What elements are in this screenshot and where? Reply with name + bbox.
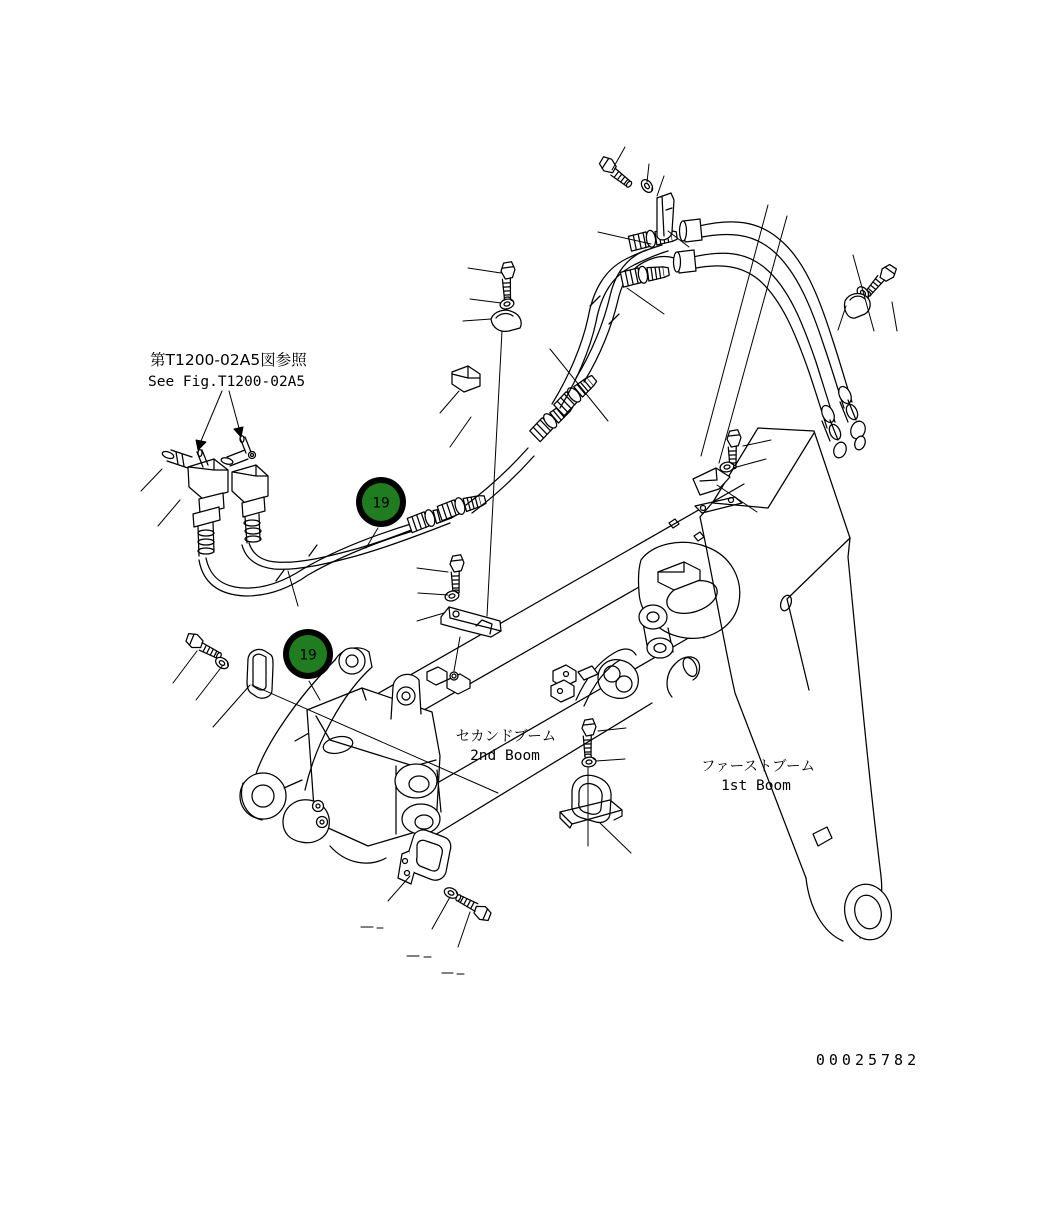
first-boom-label-jp: ファーストブーム	[700, 759, 816, 775]
badge-number: 19	[372, 495, 390, 512]
callout-badge-19-lower[interactable]	[283, 629, 333, 679]
second-boom-label-jp: セカンドブーム	[455, 729, 557, 745]
drawing-number: 00025782	[815, 1051, 921, 1069]
line-art	[141, 147, 899, 974]
leader-lines	[141, 147, 897, 974]
first-boom-label-en: 1st Boom	[721, 778, 791, 794]
second-boom-label-en: 2nd Boom	[470, 748, 540, 764]
badge-number: 19	[299, 647, 317, 664]
hydraulic-hoses	[199, 245, 674, 596]
see-fig-note-en: See Fig.T1200-02A5	[148, 374, 306, 390]
callout-badge-19-upper[interactable]	[356, 477, 406, 527]
elbow-fittings	[161, 436, 268, 556]
see-fig-note-jp: 第T1200-02A5図参照	[150, 351, 307, 369]
